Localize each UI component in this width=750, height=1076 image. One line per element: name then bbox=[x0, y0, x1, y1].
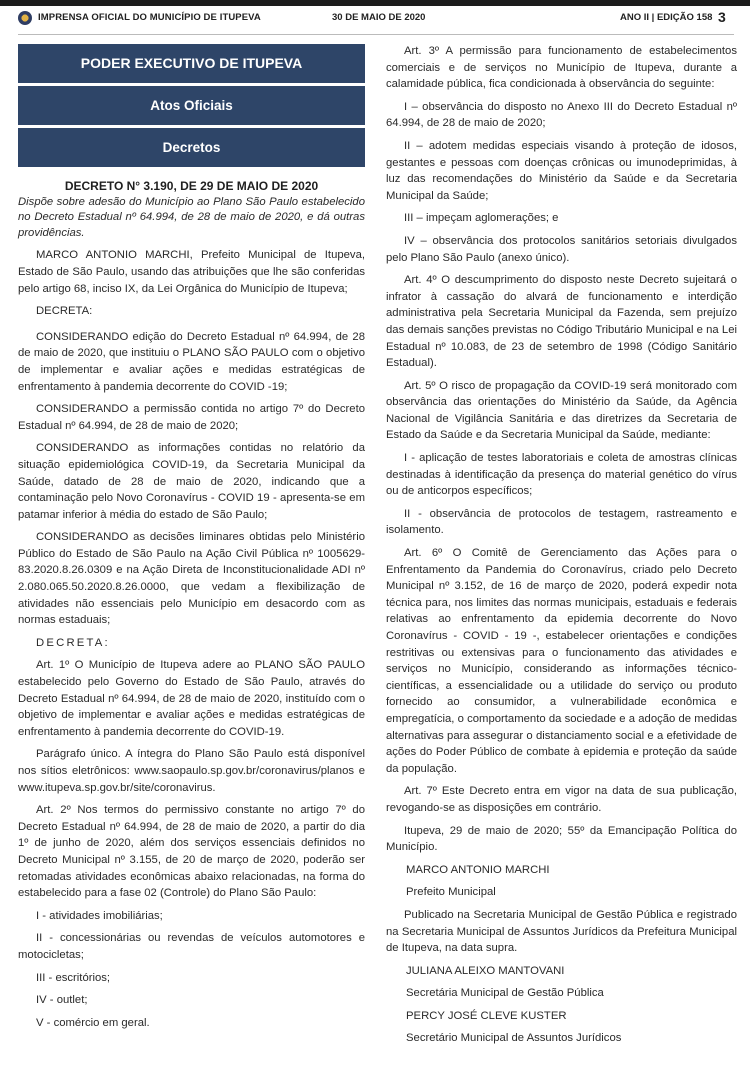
publication-date: 30 DE MAIO DE 2020 bbox=[332, 12, 426, 23]
left-column bbox=[18, 44, 365, 1031]
decreta-heading-2: DECRETA: bbox=[36, 636, 110, 649]
list-item: IV – observância dos protocolos sanitários setoriais divulgados pelo Plano São Paulo (anexo único). bbox=[386, 234, 737, 264]
list-item: III - escritórios; bbox=[36, 971, 111, 984]
considerando-3: CONSIDERANDO as informações contidas no relatório da situação epidemiológica COVID-19, da Secretaria Municipal da Saúde, datado de 28 de maio de 2020, indicando que a contaminação pelo Novo Coronavírus - COVID 19 - apresenta-se em patamar inferior à média do estado de São Paulo; bbox=[18, 442, 365, 521]
article-5: Art. 5º O risco de propagação da COVID-19 será monitorado com observância das orientações do Ministério da Saúde, da Agência Nacional de Vigilância Sanitária e das diretrizes da Secretaria de Estado da Saúde e da Secretaria Municipal da Saúde, mediante: bbox=[386, 379, 737, 442]
header-divider bbox=[18, 34, 734, 35]
decrees-banner: Decretos bbox=[18, 128, 365, 167]
list-item: IV - outlet; bbox=[36, 994, 88, 1007]
article-2: Art. 2º Nos termos do permissivo constante no artigo 7º do Decreto Estadual nº 64.994, de 28 de maio de 2020, a partir do dia 1º de junho de 2020, além dos serviços essenciais definidos no Decreto Municipal nº 3.155, de 20 de março de 2020, poderão ser retomadas atividades econômicas abaixo relacionadas, na forma do estabelecido para a fase 02 (Controle) do Plano São Paulo: bbox=[18, 804, 365, 900]
right-column bbox=[386, 43, 737, 1047]
list-item: I - aplicação de testes laboratoriais e coleta de amostras clínicas destinadas à identificação da presença do material genético do vírus ou de anticorpos específicos; bbox=[386, 452, 737, 498]
top-bar bbox=[0, 0, 750, 6]
decree-title: DECRETO N° 3.190, DE 29 DE MAIO DE 2020 bbox=[64, 179, 319, 193]
page-number: 3 bbox=[718, 9, 726, 25]
publication-name: IMPRENSA OFICIAL DO MUNICÍPIO DE ITUPEVA bbox=[38, 12, 261, 23]
list-item: I – observância do disposto no Anexo III do Decreto Estadual nº 64.994, de 28 de maio de 2020; bbox=[386, 100, 737, 130]
acts-banner: Atos Oficiais bbox=[18, 86, 365, 125]
list-item: II - observância de protocolos de testagem, rastreamento e isolamento. bbox=[386, 507, 737, 537]
considerando-4: CONSIDERANDO as decisões liminares obtidas pelo Ministério Público do Estado de São Paulo na Ação Civil Pública nº 1005629-83.2020.8.26.0309 e na Ação Direta de Inconstitucionalidade ADI nº 2.080.065.50.2020.8.26.0000, que vedam a flexibilização de atividades não essenciais pelo Município em desacordo com as normas estaduais; bbox=[18, 531, 365, 627]
page-header bbox=[0, 8, 750, 30]
list-item: II - concessionárias ou revendas de veículos automotores e motocicletas; bbox=[18, 932, 365, 961]
list-item: III – impeçam aglomerações; e bbox=[404, 212, 559, 225]
list-item: I - atividades imobiliárias; bbox=[36, 909, 163, 922]
list-item: V - comércio em geral. bbox=[36, 1016, 150, 1029]
municipal-seal-icon bbox=[18, 11, 32, 25]
signer-name: PERCY JOSÉ CLEVE KUSTER bbox=[406, 1009, 567, 1022]
article-7: Art. 7º Este Decreto entra em vigor na data de sua publicação, revogando-se as disposições em contrário. bbox=[386, 785, 737, 814]
considerando-2: CONSIDERANDO a permissão contida no artigo 7º do Decreto Estadual nº 64.994, de 28 de maio de 2020; bbox=[18, 403, 365, 432]
signer-name: MARCO ANTONIO MARCHI bbox=[406, 863, 550, 876]
publication-edition: ANO II | EDIÇÃO 158 bbox=[620, 12, 713, 23]
signer-role: Secretário Municipal de Assuntos Jurídicos bbox=[406, 1032, 622, 1045]
decree-ementa: Dispõe sobre adesão do Município ao Plano São Paulo estabelecido no Decreto Estadual nº 64.994, de 28 de maio de 2020, e dá outras providências. bbox=[18, 195, 365, 239]
decreta-heading: DECRETA: bbox=[36, 305, 93, 318]
paragraph-single: Parágrafo único. A íntegra do Plano São Paulo está disponível nos sítios eletrônicos: www.saopaulo.sp.gov.br/coronavirus/planos e www.itupeva.sp.gov.br/site/coronavirus. bbox=[18, 748, 365, 794]
article-4: Art. 4º O descumprimento do disposto neste Decreto sujeitará o infrator à cassação do alvará de funcionamento e interdição administrativa pela Secretaria Municipal da Fazenda, sem prejuízo das demais sanções previstas no Código Tributário Municipal e na Lei Estadual nº 10.083, de 23 de setembro de 1998 (Código Sanitário Estadual). bbox=[386, 274, 737, 370]
article-6: Art. 6º O Comitê de Gerenciamento das Ações para o Enfrentamento da Pandemia do Coronavírus, criado pelo Decreto Municipal nº 3.152, de 16 de março de 2020, poderá expedir nota técnica para, nos limites das normas municipais, estaduais e federais relativas ao enfrentamento da epidemia decorrente do Novo Coronavírus - COVID - 19 -, estabelecer orientações e condições restritivas ou extensivas para o funcionamento das atividades e serviços no Município, considerando as informações técnico-científicas, a essencialidade ou a utilidade do serviço ou produto fornecido ao consumidor, a vulnerabilidade econômica e empregatícia, o comportamento da sociedade e a adoção de medidas alternativas para assegurar o distanciamento social e a efetividade de ações do Poder Público de combate à epidemia e proteção da saúde da população. bbox=[386, 547, 737, 775]
executive-banner: PODER EXECUTIVO DE ITUPEVA bbox=[18, 44, 365, 83]
article-3: Art. 3º A permissão para funcionamento de estabelecimentos comerciais e de serviços no Município de Itupeva, durante a calamidade pública, fica condicionada à observância do seguinte: bbox=[386, 45, 737, 91]
signer-name: JULIANA ALEIXO MANTOVANI bbox=[406, 964, 565, 977]
signer-role: Prefeito Municipal bbox=[406, 886, 496, 899]
considerando-1: CONSIDERANDO edição do Decreto Estadual nº 64.994, de 28 de maio de 2020, que instituiu o PLANO SÃO PAULO com o objetivo de implementar e avaliar ações e medidas estratégicas de enfrentamento à pandemia decorrente do COVID -19; bbox=[18, 330, 365, 393]
signer-role: Secretária Municipal de Gestão Pública bbox=[406, 987, 604, 1000]
article-1: Art. 1º O Município de Itupeva adere ao PLANO SÃO PAULO estabelecido pelo Governo do Estado de São Paulo, através do Decreto Estadual nº 64.994, de 28 de maio de 2020, instituído com o objetivo de implementar e avaliar ações e medidas estratégicas de enfrentamento à pandemia decorrente do COVID-19. bbox=[18, 659, 365, 738]
publication-note: Publicado na Secretaria Municipal de Gestão Pública e registrado na Secretaria Municipal de Assuntos Jurídicos da Prefeitura Municipal de Itupeva, na data supra. bbox=[386, 908, 737, 955]
list-item: II – adotem medidas especiais visando à proteção de idosos, gestantes e pessoas com doenças crônicas ou imunodeprimidas, à luz das recomendações do Ministério da Saúde e da Secretaria Municipal da Saúde; bbox=[386, 139, 737, 202]
closing-date: Itupeva, 29 de maio de 2020; 55º da Emancipação Política do Município. bbox=[386, 824, 737, 854]
preamble: MARCO ANTONIO MARCHI, Prefeito Municipal de Itupeva, Estado de São Paulo, usando das atribuições que lhe são conferidas pelo artigo 68, inciso IX, da Lei Orgânica do Município de Itupeva; bbox=[18, 249, 365, 295]
